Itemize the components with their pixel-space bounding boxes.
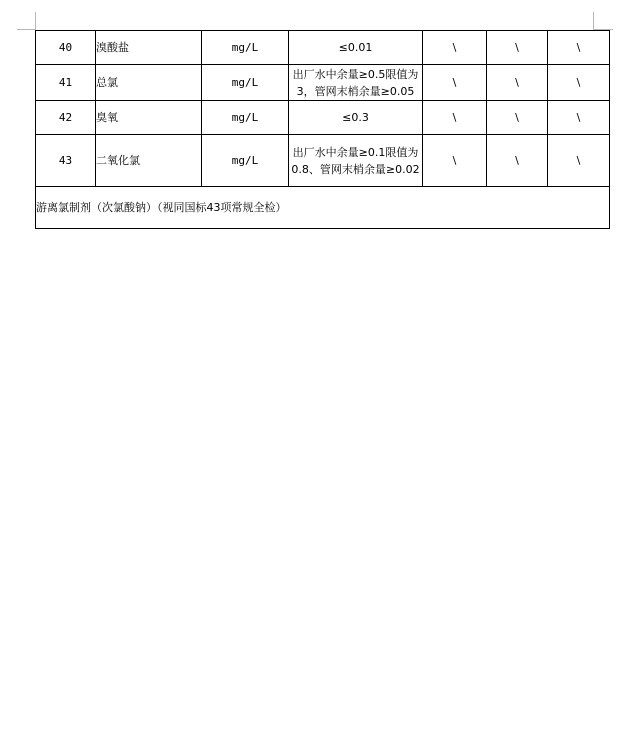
- item-limit: ≤0.3: [289, 101, 423, 135]
- item-name: 臭氧: [96, 101, 202, 135]
- result-cell: \: [487, 135, 548, 187]
- item-unit: mg/L: [202, 101, 289, 135]
- result-cell: \: [487, 31, 548, 65]
- result-cell: \: [423, 101, 487, 135]
- item-limit: ≤0.01: [289, 31, 423, 65]
- result-cell: \: [423, 31, 487, 65]
- result-cell: \: [548, 135, 610, 187]
- item-limit: 出厂水中余量≥0.5限值为3，管网末梢余量≥0.05: [289, 65, 423, 101]
- result-cell: \: [423, 65, 487, 101]
- result-cell: \: [548, 65, 610, 101]
- table-row: [36, 65, 610, 101]
- row-number: 43: [36, 135, 96, 187]
- water-quality-table: [35, 30, 610, 229]
- result-cell: \: [548, 31, 610, 65]
- item-limit: 出厂水中余量≥0.1限值为0.8、管网末梢余量≥0.02: [289, 135, 423, 187]
- margin-guide-top-left-horizontal: [17, 29, 36, 30]
- item-name: 二氧化氯: [96, 135, 202, 187]
- row-number: 40: [36, 31, 96, 65]
- table-row: [36, 31, 610, 65]
- item-name: 总氯: [96, 65, 202, 101]
- item-unit: mg/L: [202, 31, 289, 65]
- table-footer-row: [36, 187, 610, 229]
- row-number: 42: [36, 101, 96, 135]
- item-unit: mg/L: [202, 65, 289, 101]
- footer-note: 游离氯制剂（次氯酸钠）（视同国标43项常规全检）: [36, 187, 610, 229]
- row-number: 41: [36, 65, 96, 101]
- table-row: [36, 101, 610, 135]
- margin-guide-top-right-vertical: [593, 12, 594, 30]
- result-cell: \: [487, 101, 548, 135]
- result-cell: \: [487, 65, 548, 101]
- table-row: [36, 135, 610, 187]
- item-unit: mg/L: [202, 135, 289, 187]
- margin-guide-top-left-vertical: [35, 12, 36, 30]
- result-cell: \: [423, 135, 487, 187]
- item-name: 溴酸盐: [96, 31, 202, 65]
- result-cell: \: [548, 101, 610, 135]
